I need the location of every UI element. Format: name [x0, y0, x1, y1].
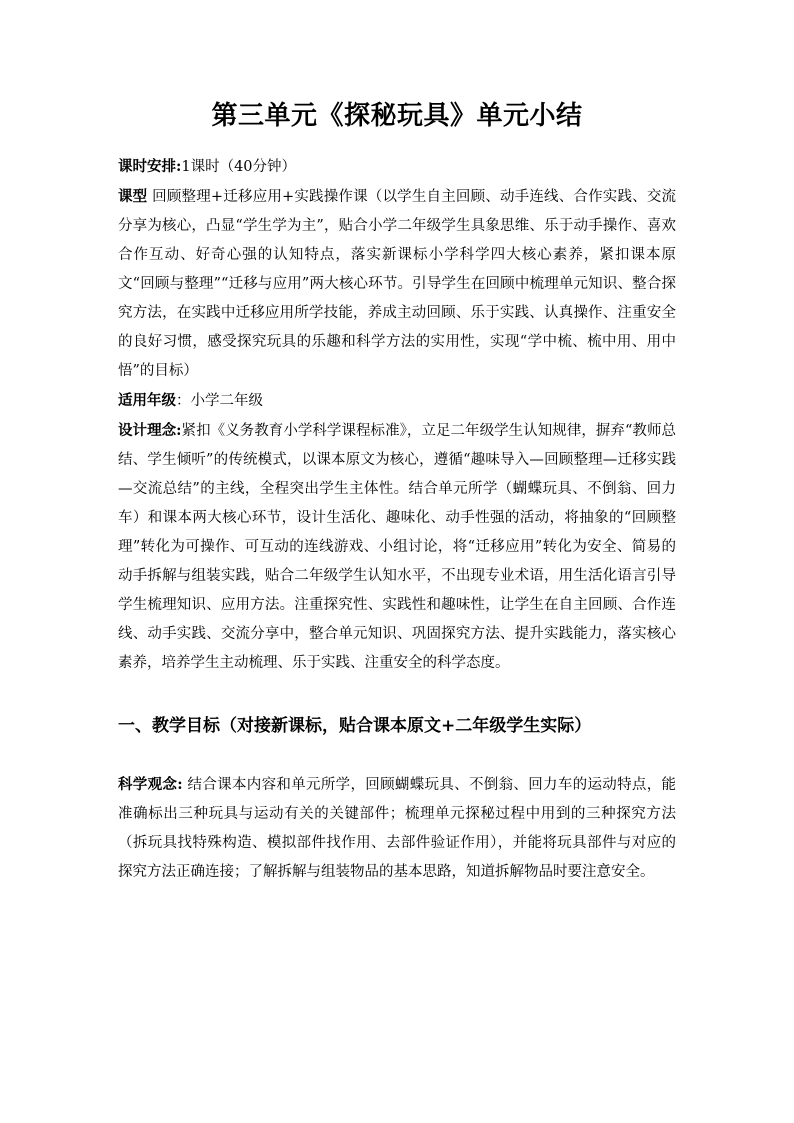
lesson-type-label: 课型: [118, 188, 148, 205]
lesson-type-paragraph: [118, 182, 676, 386]
grade-label: 适用年级: [118, 392, 176, 409]
schedule-value: 1课时（40分钟）: [181, 159, 297, 175]
science-concept-label: 科学观念:: [118, 776, 183, 793]
science-concept-paragraph: [118, 770, 676, 887]
design-concept-label: 设计理念:: [118, 422, 182, 439]
science-concept-value: 结合课本内容和单元所学，回顾蝴蝶玩具、不倒翁、回力车的运动特点，能准确标出三种玩具与运动有关的关键部件；梳理单元探秘过程中用到的三种探究方法（拆玩具找特殊构造、模拟部件找作用、去部件验证作用），并能将玩具部件与对应的探究方法正确连接；了解拆解与组装物品的基本思路，知道拆解物品时要注意安全。: [118, 777, 677, 880]
design-concept-paragraph: [118, 416, 676, 678]
schedule-line: [118, 152, 676, 182]
objective-science-concept: [118, 770, 676, 887]
lesson-meta: [118, 152, 676, 678]
grade-value: ：小学二年级: [176, 393, 263, 409]
page-title: 第三单元《探秘玩具》单元小结: [211, 101, 583, 131]
schedule-label: 课时安排:: [118, 158, 182, 175]
lesson-type-value: 回顾整理+迁移应用+实践操作课（以学生自主回顾、动手连线、合作实践、交流分享为核心，凸显“学生学为主”，贴合小学二年级学生具象思维、乐于动手操作、喜欢合作互动、好奇心强的认知特点，落实新课标小学科学四大核心素养，紧扣课本原文“回顾与整理”“迁移与应用”两大核心环节。引导学生在回顾中梳理单元知识、整合探究方法，在实践中迁移应用所学技能，养成主动回顾、乐于实践、认真操作、注重安全的良好习惯，感受探究玩具的乐趣和科学方法的实用性，实现“学中梳、梳中用、用中悟”的目标）: [118, 189, 677, 379]
section-heading-objectives: 一、教学目标（对接新课标，贴合课本原文+二年级学生实际）: [118, 716, 592, 736]
grade-line: [118, 386, 676, 416]
design-concept-value: 紧扣《义务教育小学科学课程标准》，立足二年级学生认知规律，摒弃“教师总结、学生倾听”的传统模式，以课本原文为核心，遵循“趣味导入—回顾整理—迁移实践—交流总结”的主线，全程突出学生主体性。结合单元所学（蝴蝶玩具、不倒翁、回力车）和课本两大核心环节，设计生活化、趣味化、动手性强的活动，将抽象的“回顾整理”转化为可操作、可互动的连线游戏、小组讨论，将“迁移应用”转化为安全、简易的动手拆解与组装实践，贴合二年级学生认知水平，不出现专业术语，用生活化语言引导学生梳理知识、应用方法。注重探究性、实践性和趣味性，让学生在自主回顾、合作连线、动手实践、交流分享中，整合单元知识、巩固探究方法、提升实践能力，落实核心素养，培养学生主动梳理、乐于实践、注重安全的科学态度。: [118, 423, 676, 671]
